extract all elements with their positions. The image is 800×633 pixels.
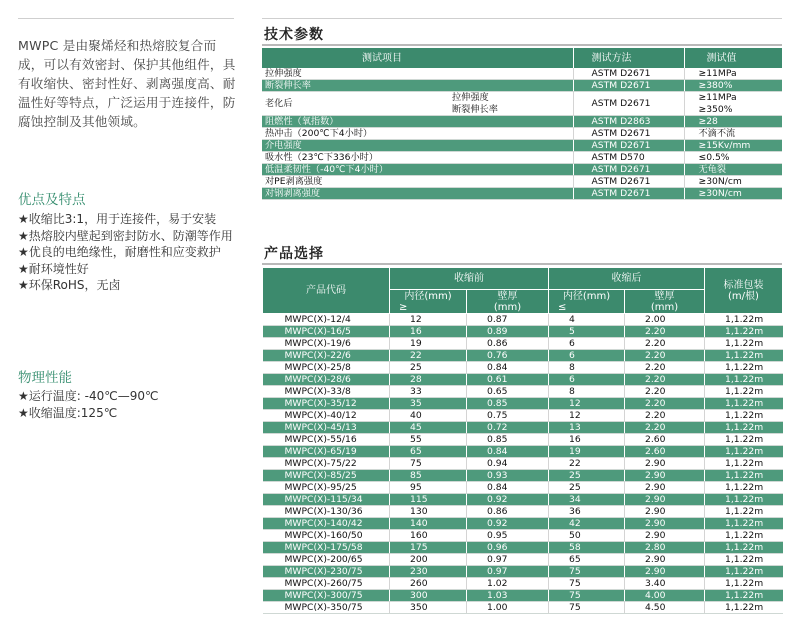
product-row bbox=[263, 542, 783, 554]
tech-method-cell: ASTM D2863 bbox=[573, 116, 684, 128]
product-code-cell: MWPC(X)-28/6 bbox=[263, 374, 390, 386]
product-header-pack bbox=[705, 268, 783, 314]
id-after-cell: 75 bbox=[549, 602, 625, 614]
wall-before-cell: 0.61 bbox=[467, 374, 549, 386]
product-code-cell: MWPC(X)-75/22 bbox=[263, 458, 390, 470]
pack-cell: 1,1.22m bbox=[705, 422, 783, 434]
id-after-cell: 65 bbox=[549, 554, 625, 566]
wall-before-cell: 0.84 bbox=[467, 482, 549, 494]
pack-cell: 1,1.22m bbox=[705, 470, 783, 482]
id-before-cell: 40 bbox=[390, 410, 467, 422]
wall-before-cell: 0.92 bbox=[467, 494, 549, 506]
id-after-cell: 50 bbox=[549, 530, 625, 542]
tech-row bbox=[262, 128, 782, 140]
tech-item-cell: 拉伸强度 bbox=[262, 68, 573, 80]
intro-paragraph: MWPC 是由聚烯烃和热熔胶复合而成，可以有效密封、保护其他组件，具有收缩快、密封性好、剥离强度高、耐温性好等特点，广泛运用于连接件，防腐蚀控制及其他领域。 bbox=[18, 38, 236, 129]
tech-method-cell: ASTM D2671 bbox=[573, 140, 684, 152]
pack-cell: 1,1.22m bbox=[705, 602, 783, 614]
product-header-id-after bbox=[549, 290, 625, 314]
id-before-symbol: ≥ bbox=[399, 301, 408, 313]
id-before-cell: 12 bbox=[390, 314, 467, 326]
product-header-wall-before bbox=[467, 290, 549, 314]
id-after-cell: 12 bbox=[549, 410, 625, 422]
id-before-cell: 300 bbox=[390, 590, 467, 602]
physical-item: ★运行温度: -40℃—90℃ bbox=[18, 389, 159, 403]
product-code-cell: MWPC(X)-300/75 bbox=[263, 590, 390, 602]
features-item: ★收缩比3:1，用于连接件，易于安装 bbox=[18, 212, 217, 226]
id-after-symbol: ≤ bbox=[558, 301, 567, 313]
id-before-cell: 140 bbox=[390, 518, 467, 530]
id-before-cell: 16 bbox=[390, 326, 467, 338]
wall-before-cell: 0.97 bbox=[467, 554, 549, 566]
tech-item-cell bbox=[262, 92, 573, 116]
tech-row bbox=[262, 188, 782, 200]
id-after-cell: 75 bbox=[549, 578, 625, 590]
wall-before-cell: 0.94 bbox=[467, 458, 549, 470]
id-after-cell: 12 bbox=[549, 398, 625, 410]
product-row bbox=[263, 446, 783, 458]
tech-item-cell: 阻燃性（氧指数） bbox=[262, 116, 573, 128]
tech-item-cell: 热冲击（200℃下4小时） bbox=[262, 128, 573, 140]
tech-header-row bbox=[262, 48, 782, 68]
id-after-cell: 6 bbox=[549, 374, 625, 386]
id-before-cell: 230 bbox=[390, 566, 467, 578]
pack-cell: 1,1.22m bbox=[705, 326, 783, 338]
product-header-wall-after bbox=[625, 290, 705, 314]
wall-after-cell: 2.90 bbox=[625, 554, 705, 566]
id-before-cell: 175 bbox=[390, 542, 467, 554]
product-code-cell: MWPC(X)-350/75 bbox=[263, 602, 390, 614]
wall-after-cell: 2.60 bbox=[625, 434, 705, 446]
id-before-cell: 28 bbox=[390, 374, 467, 386]
tech-item-cell: 吸水性（23℃下336小时） bbox=[262, 152, 573, 164]
pack-cell: 1,1.22m bbox=[705, 482, 783, 494]
id-after-cell: 13 bbox=[549, 422, 625, 434]
product-row bbox=[263, 506, 783, 518]
wall-before-cell: 0.97 bbox=[467, 566, 549, 578]
product-row bbox=[263, 470, 783, 482]
product-row bbox=[263, 350, 783, 362]
tech-header-method: 测试方法 bbox=[573, 48, 684, 68]
tech-item-cell: 对钢剥离强度 bbox=[262, 188, 573, 200]
pack-cell: 1,1.22m bbox=[705, 314, 783, 326]
id-after-cell: 22 bbox=[549, 458, 625, 470]
tech-method-cell: ASTM D570 bbox=[573, 152, 684, 164]
wall-after-cell: 2.90 bbox=[625, 518, 705, 530]
product-code-cell: MWPC(X)-35/12 bbox=[263, 398, 390, 410]
product-row bbox=[263, 494, 783, 506]
tech-row bbox=[262, 116, 782, 128]
tech-value-cell: ≥15Kv/mm bbox=[684, 140, 782, 152]
wall-before-cell: 0.86 bbox=[467, 506, 549, 518]
wall-after-cell: 2.80 bbox=[625, 542, 705, 554]
product-code-cell: MWPC(X)-33/8 bbox=[263, 386, 390, 398]
tech-method-cell: ASTM D2671 bbox=[573, 68, 684, 80]
pack-cell: 1,1.22m bbox=[705, 410, 783, 422]
physical-item: ★收缩温度:125℃ bbox=[18, 405, 118, 420]
wall-before-cell: 0.84 bbox=[467, 446, 549, 458]
tech-row bbox=[262, 176, 782, 188]
pack-cell: 1,1.22m bbox=[705, 350, 783, 362]
product-row bbox=[263, 482, 783, 494]
product-header-pack-label: 标准包装 bbox=[723, 279, 764, 291]
tech-row bbox=[262, 68, 782, 80]
id-before-cell: 45 bbox=[390, 422, 467, 434]
wall-before-cell: 0.65 bbox=[467, 386, 549, 398]
wall-before-cell: 0.75 bbox=[467, 410, 549, 422]
product-header-row-1 bbox=[263, 268, 783, 290]
product-code-cell: MWPC(X)-140/42 bbox=[263, 518, 390, 530]
product-code-cell: MWPC(X)-175/58 bbox=[263, 542, 390, 554]
wall-after-cell: 3.40 bbox=[625, 578, 705, 590]
product-code-cell: MWPC(X)-12/4 bbox=[263, 314, 390, 326]
id-before-cell: 33 bbox=[390, 386, 467, 398]
tech-header-value: 测试值 bbox=[684, 48, 782, 68]
pack-cell: 1,1.22m bbox=[705, 530, 783, 542]
id-before-cell: 350 bbox=[390, 602, 467, 614]
id-after-cell: 34 bbox=[549, 494, 625, 506]
product-row bbox=[263, 422, 783, 434]
product-code-cell: MWPC(X)-130/36 bbox=[263, 506, 390, 518]
wall-before-cell: 0.87 bbox=[467, 314, 549, 326]
tech-title: 技术参数 bbox=[264, 27, 324, 43]
id-after-cell: 4 bbox=[549, 314, 625, 326]
features-list bbox=[18, 211, 248, 294]
product-code-cell: MWPC(X)-160/50 bbox=[263, 530, 390, 542]
wall-before-cell: 0.92 bbox=[467, 518, 549, 530]
id-before-cell: 19 bbox=[390, 338, 467, 350]
tech-method-cell: ASTM D2671 bbox=[573, 92, 684, 116]
pack-cell: 1,1.22m bbox=[705, 458, 783, 470]
physical-list bbox=[18, 388, 248, 421]
pack-cell: 1,1.22m bbox=[705, 578, 783, 590]
product-row bbox=[263, 530, 783, 542]
wall-before-cell: 1.00 bbox=[467, 602, 549, 614]
features-title: 优点及特点 bbox=[18, 192, 86, 208]
tech-sub-items bbox=[452, 92, 498, 115]
product-header-pack-unit: (m/根) bbox=[728, 290, 759, 302]
id-after-cell: 58 bbox=[549, 542, 625, 554]
tech-item-cell: 介电强度 bbox=[262, 140, 573, 152]
product-row bbox=[263, 338, 783, 350]
product-code-cell: MWPC(X)-65/19 bbox=[263, 446, 390, 458]
wall-before-cell: 0.76 bbox=[467, 350, 549, 362]
product-header-before: 收缩前 bbox=[390, 268, 549, 290]
wall-after-cell: 2.00 bbox=[625, 314, 705, 326]
tech-title-rule bbox=[262, 44, 782, 46]
product-row bbox=[263, 398, 783, 410]
id-after-cell: 42 bbox=[549, 518, 625, 530]
tech-row bbox=[262, 92, 782, 116]
pack-cell: 1,1.22m bbox=[705, 434, 783, 446]
wall-before-cell: 0.93 bbox=[467, 470, 549, 482]
tech-row bbox=[262, 80, 782, 92]
product-code-cell: MWPC(X)-115/34 bbox=[263, 494, 390, 506]
tech-row bbox=[262, 140, 782, 152]
tech-table bbox=[262, 48, 783, 200]
id-after-cell: 16 bbox=[549, 434, 625, 446]
tech-value-cell: ≥30N/cm bbox=[684, 176, 782, 188]
tech-value-cell: ≥30N/cm bbox=[684, 188, 782, 200]
product-code-cell: MWPC(X)-19/6 bbox=[263, 338, 390, 350]
id-after-cell: 8 bbox=[549, 362, 625, 374]
wall-before-cell: 0.96 bbox=[467, 542, 549, 554]
id-before-cell: 25 bbox=[390, 362, 467, 374]
product-row bbox=[263, 458, 783, 470]
product-row bbox=[263, 410, 783, 422]
wall-after-cell: 2.20 bbox=[625, 362, 705, 374]
tech-item-label: 老化后 bbox=[265, 98, 293, 110]
product-code-cell: MWPC(X)-85/25 bbox=[263, 470, 390, 482]
product-row bbox=[263, 602, 783, 614]
product-row bbox=[263, 374, 783, 386]
wall-before-cell: 0.72 bbox=[467, 422, 549, 434]
id-before-cell: 55 bbox=[390, 434, 467, 446]
product-row bbox=[263, 326, 783, 338]
id-before-cell: 85 bbox=[390, 470, 467, 482]
product-code-cell: MWPC(X)-45/13 bbox=[263, 422, 390, 434]
wall-before-cell: 0.95 bbox=[467, 530, 549, 542]
wall-before-cell: 1.02 bbox=[467, 578, 549, 590]
id-before-cell: 75 bbox=[390, 458, 467, 470]
pack-cell: 1,1.22m bbox=[705, 386, 783, 398]
wall-before-cell: 0.89 bbox=[467, 326, 549, 338]
wall-after-cell: 2.90 bbox=[625, 530, 705, 542]
wall-after-cell: 2.20 bbox=[625, 422, 705, 434]
tech-method-cell: ASTM D2671 bbox=[573, 188, 684, 200]
product-header-id-before bbox=[390, 290, 467, 314]
wall-after-cell: 2.90 bbox=[625, 494, 705, 506]
wall-after-cell: 4.50 bbox=[625, 602, 705, 614]
id-after-cell: 25 bbox=[549, 470, 625, 482]
wall-after-cell: 2.90 bbox=[625, 470, 705, 482]
id-before-cell: 115 bbox=[390, 494, 467, 506]
pack-cell: 1,1.22m bbox=[705, 566, 783, 578]
tech-value-cell: ≥28 bbox=[684, 116, 782, 128]
wall-after-cell: 2.20 bbox=[625, 374, 705, 386]
product-code-cell: MWPC(X)-16/5 bbox=[263, 326, 390, 338]
wall-after-cell: 2.90 bbox=[625, 458, 705, 470]
product-row bbox=[263, 434, 783, 446]
tech-value-cell: ≤0.5% bbox=[684, 152, 782, 164]
product-table bbox=[262, 267, 783, 614]
id-before-cell: 160 bbox=[390, 530, 467, 542]
product-row bbox=[263, 362, 783, 374]
wall-before-cell: 0.85 bbox=[467, 398, 549, 410]
tech-method-cell: ASTM D2671 bbox=[573, 80, 684, 92]
wall-before-cell: 0.85 bbox=[467, 434, 549, 446]
product-code-cell: MWPC(X)-230/75 bbox=[263, 566, 390, 578]
product-code-cell: MWPC(X)-95/25 bbox=[263, 482, 390, 494]
wall-after-cell: 2.90 bbox=[625, 482, 705, 494]
features-item: ★优良的电绝缘性，耐磨性和应变救护 bbox=[18, 245, 221, 259]
tech-value-cell: 无龟裂 bbox=[684, 164, 782, 176]
tech-value-cell: ≥11MPa bbox=[684, 68, 782, 80]
wall-after-cell: 4.00 bbox=[625, 590, 705, 602]
id-before-cell: 22 bbox=[390, 350, 467, 362]
wall-before-cell: 1.03 bbox=[467, 590, 549, 602]
tech-item-cell: 断裂伸长率 bbox=[262, 80, 573, 92]
id-after-cell: 5 bbox=[549, 326, 625, 338]
pack-cell: 1,1.22m bbox=[705, 398, 783, 410]
product-row bbox=[263, 518, 783, 530]
wall-after-label: 壁厚 bbox=[654, 290, 675, 302]
product-code-cell: MWPC(X)-40/12 bbox=[263, 410, 390, 422]
product-row bbox=[263, 566, 783, 578]
wall-before-unit: (mm) bbox=[493, 301, 522, 313]
product-code-cell: MWPC(X)-200/65 bbox=[263, 554, 390, 566]
wall-after-unit: (mm) bbox=[650, 301, 679, 313]
wall-after-cell: 2.90 bbox=[625, 566, 705, 578]
product-header-after: 收缩后 bbox=[549, 268, 705, 290]
pack-cell: 1,1.22m bbox=[705, 374, 783, 386]
tech-value: ≥11MPa bbox=[698, 92, 737, 104]
wall-before-label: 壁厚 bbox=[497, 290, 518, 302]
tech-row bbox=[262, 164, 782, 176]
pack-cell: 1,1.22m bbox=[705, 518, 783, 530]
pack-cell: 1,1.22m bbox=[705, 494, 783, 506]
product-code-cell: MWPC(X)-55/16 bbox=[263, 434, 390, 446]
pack-cell: 1,1.22m bbox=[705, 338, 783, 350]
tech-row bbox=[262, 152, 782, 164]
right-top-rule bbox=[262, 18, 782, 19]
wall-before-cell: 0.86 bbox=[467, 338, 549, 350]
id-before-cell: 65 bbox=[390, 446, 467, 458]
product-row bbox=[263, 554, 783, 566]
wall-after-cell: 2.20 bbox=[625, 410, 705, 422]
tech-value-cell bbox=[684, 92, 782, 116]
id-before-cell: 260 bbox=[390, 578, 467, 590]
id-before-cell: 200 bbox=[390, 554, 467, 566]
id-before-cell: 95 bbox=[390, 482, 467, 494]
pack-cell: 1,1.22m bbox=[705, 362, 783, 374]
product-header-code: 产品代码 bbox=[263, 268, 390, 314]
id-after-cell: 6 bbox=[549, 350, 625, 362]
features-item: ★热熔胶内壁起到密封防水、防潮等作用 bbox=[18, 228, 233, 243]
tech-header-item: 测试项目 bbox=[262, 48, 573, 68]
wall-after-cell: 2.90 bbox=[625, 506, 705, 518]
pack-cell: 1,1.22m bbox=[705, 506, 783, 518]
wall-after-cell: 2.20 bbox=[625, 326, 705, 338]
id-after-cell: 36 bbox=[549, 506, 625, 518]
tech-item-cell: 对PE剥离强度 bbox=[262, 176, 573, 188]
pack-cell: 1,1.22m bbox=[705, 446, 783, 458]
pack-cell: 1,1.22m bbox=[705, 542, 783, 554]
tech-method-cell: ASTM D2671 bbox=[573, 128, 684, 140]
product-code-cell: MWPC(X)-25/8 bbox=[263, 362, 390, 374]
tech-value: ≥350% bbox=[698, 103, 733, 115]
product-title: 产品选择 bbox=[264, 246, 324, 262]
id-after-cell: 6 bbox=[549, 338, 625, 350]
product-row bbox=[263, 314, 783, 326]
id-after-cell: 25 bbox=[549, 482, 625, 494]
tech-method-cell: ASTM D2671 bbox=[573, 176, 684, 188]
left-top-rule bbox=[18, 18, 234, 19]
pack-cell: 1,1.22m bbox=[705, 590, 783, 602]
id-after-cell: 8 bbox=[549, 386, 625, 398]
product-code-cell: MWPC(X)-22/6 bbox=[263, 350, 390, 362]
product-row bbox=[263, 578, 783, 590]
id-before-cell: 130 bbox=[390, 506, 467, 518]
features-item: ★环保RoHS，无卤 bbox=[18, 278, 121, 292]
id-before-cell: 35 bbox=[390, 398, 467, 410]
tech-sub-item: 断裂伸长率 bbox=[452, 103, 498, 115]
product-title-rule bbox=[262, 263, 782, 265]
product-row bbox=[263, 386, 783, 398]
id-after-cell: 75 bbox=[549, 590, 625, 602]
product-row bbox=[263, 590, 783, 602]
tech-item-cell: 低温柔韧性（-40℃下4小时） bbox=[262, 164, 573, 176]
wall-after-cell: 2.60 bbox=[625, 446, 705, 458]
tech-value-cell: 不滴不流 bbox=[684, 128, 782, 140]
tech-method-cell: ASTM D2671 bbox=[573, 164, 684, 176]
id-after-cell: 75 bbox=[549, 566, 625, 578]
id-before-label: 内径(mm) bbox=[404, 290, 452, 302]
wall-after-cell: 2.20 bbox=[625, 350, 705, 362]
physical-title: 物理性能 bbox=[18, 370, 72, 386]
id-after-label: 内径(mm) bbox=[562, 290, 611, 302]
pack-cell: 1,1.22m bbox=[705, 554, 783, 566]
wall-before-cell: 0.84 bbox=[467, 362, 549, 374]
id-after-cell: 19 bbox=[549, 446, 625, 458]
wall-after-cell: 2.20 bbox=[625, 398, 705, 410]
wall-after-cell: 2.20 bbox=[625, 386, 705, 398]
tech-sub-item: 拉伸强度 bbox=[452, 92, 489, 104]
wall-after-cell: 2.20 bbox=[625, 338, 705, 350]
product-code-cell: MWPC(X)-260/75 bbox=[263, 578, 390, 590]
features-item: ★耐环境性好 bbox=[18, 261, 89, 276]
tech-value-cell: ≥380% bbox=[684, 80, 782, 92]
